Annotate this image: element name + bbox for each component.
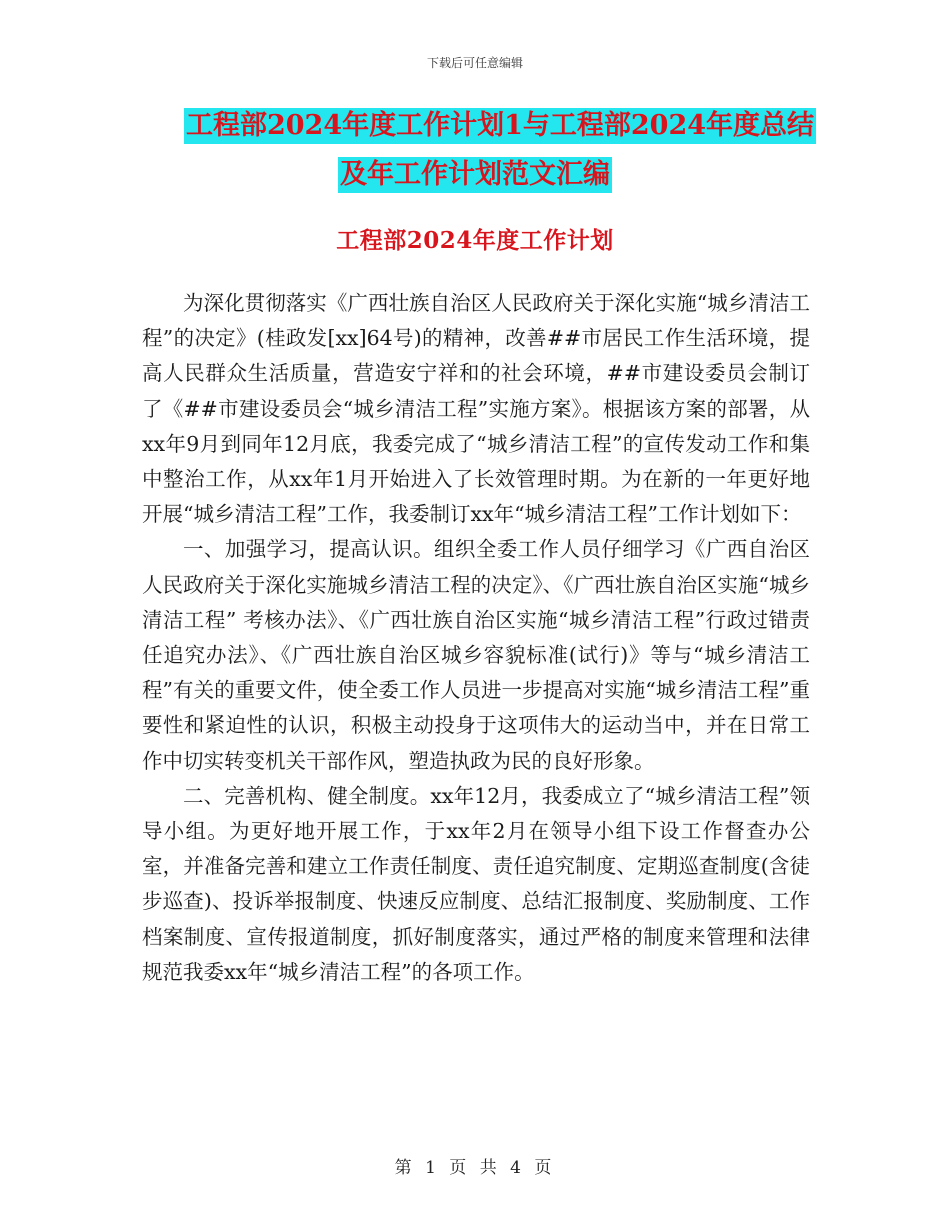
paragraph-item-1: 一、加强学习，提高认识。组织全委工作人员仔细学习《广西自治区人民政府关于深化实施城乡清洁工程的决定》、《广西壮族自治区实施“城乡清洁工程” 考核办法》、《广西壮族自治区实施“城乡清洁工程”行政过错责任追究办法》、《广西壮族自治区城乡容貌标准(试行)》等与“城乡清洁工程”有关的重要文件，使全委工作人员进一步提高对实施“城乡清洁工程”重要性和紧迫性的认识，积极主动投身于这项伟大的运动当中，并在日常工作中切实转变机关干部作风，塑造执政为民的良好形象。 — [142, 537, 810, 773]
section-title: 工程部2024年度工作计划 — [336, 227, 614, 254]
body-text — [142, 286, 810, 990]
page-footer: 第 1 页 共 4 页 — [394, 1158, 556, 1178]
title-line-2: 及年工作计划范文汇编 — [338, 157, 612, 193]
header-note: 下载后可任意编辑 — [426, 56, 523, 70]
paragraph-item-2: 二、完善机构、健全制度。xx年12月，我委成立了“城乡清洁工程”领导小组。为更好地开展工作，于xx年2月在领导小组下设工作督查办公室，并准备完善和建立工作责任制度、责任追究制度、定期巡查制度(含徒步巡查)、投诉举报制度、快速反应制度、总结汇报制度、奖励制度、工作档案制度、宣传报道制度，抓好制度落实，通过严格的制度来管理和法律规范我委xx年“城乡清洁工程”的各项工作。 — [142, 783, 810, 984]
document-title — [0, 108, 950, 193]
paragraph-intro: 为深化贯彻落实《广西壮族自治区人民政府关于深化实施“城乡清洁工程”的决定》(桂政发[xx]64号)的精神，改善##市居民工作生活环境，提高人民群众生活质量，营造安宁祥和的社会环境，##市建设委员会制订了《##市建设委员会“城乡清洁工程”实施方案》。根据该方案的部署，从xx年9月到同年12月底，我委完成了“城乡清洁工程”的宣传发动工作和集中整治工作，从xx年1月开始进入了长效管理时期。为在新的一年更好地开展“城乡清洁工程”工作，我委制订xx年“城乡清洁工程”工作计划如下： — [142, 291, 810, 527]
title-line-1: 工程部2024年度工作计划1与工程部2024年度总结 — [184, 108, 816, 144]
